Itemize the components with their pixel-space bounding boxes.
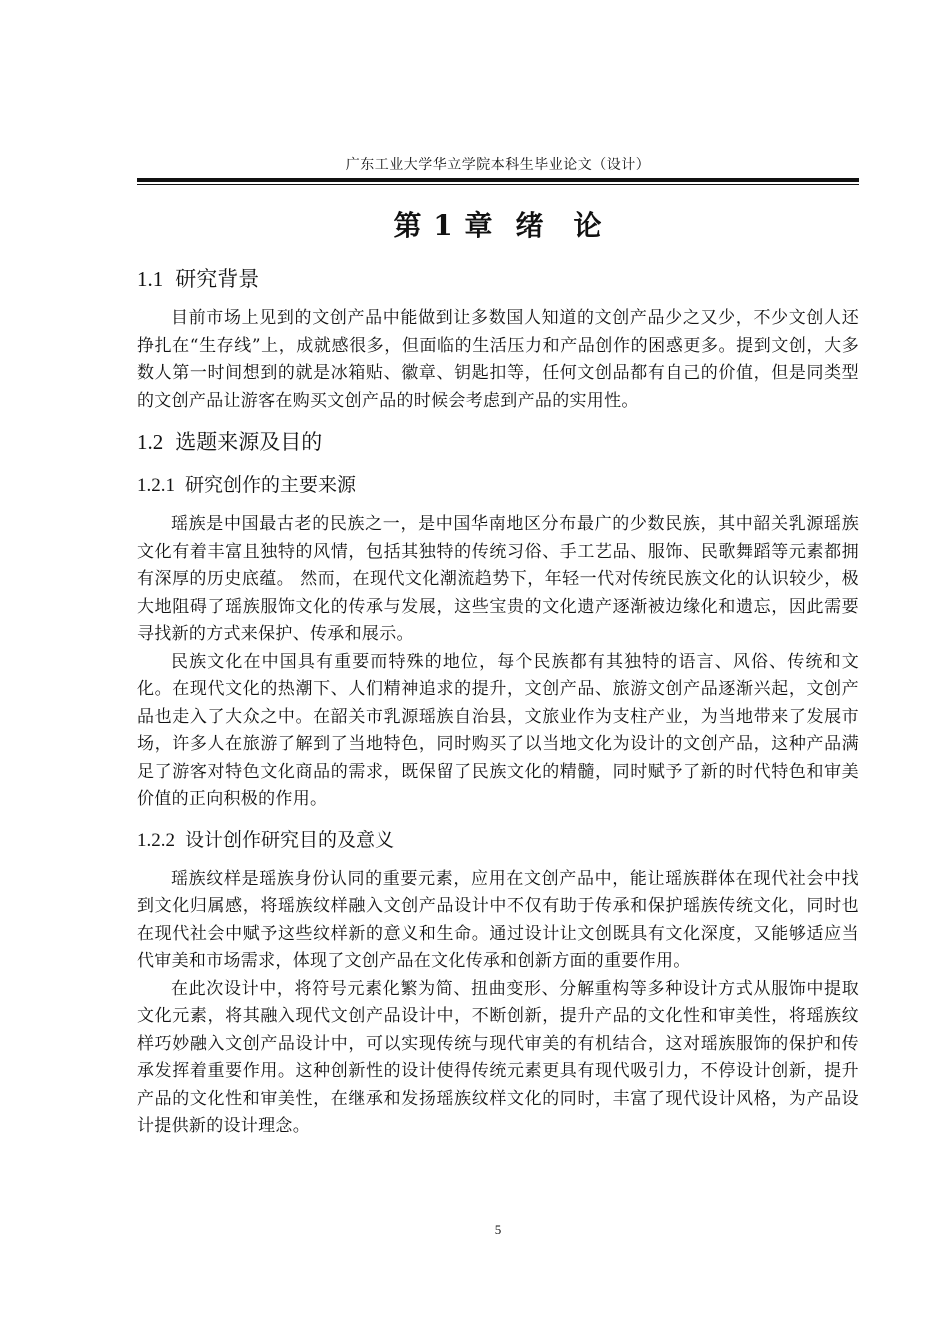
running-header: 广东工业大学华立学院本科生毕业论文（设计） <box>345 157 651 173</box>
header-rule-thick <box>137 178 859 182</box>
body-content <box>137 262 859 1141</box>
subsection-heading-1-2-2: 1.2.2 设计创作研究目的及意义 <box>137 828 395 851</box>
page-number: 5 <box>494 1222 502 1237</box>
chapter-name: 绪 论 <box>515 209 603 242</box>
chapter-label: 第 1 章 <box>393 209 494 242</box>
paragraph-1-2-1-a: 瑶族是中国最古老的民族之一，是中国华南地区分布最广的少数民族，其中韶关乳源瑶族文化有着丰富且独特的风情，包括其独特的传统习俗、手工艺品、服饰、民歌舞蹈等元素都拥有深厚的历史底蕴。 然而，在现代文化潮流趋势下，年轻一代对传统民族文化的认识较少，极大地阻碍了瑶族服饰文化的传承与发展，这些宝贵的文化遗产逐渐被边缘化和遗忘，因此需要寻找新的方式来保护、传承和展示。 <box>137 514 859 644</box>
paragraph-1-2-2-a: 瑶族纹样是瑶族身份认同的重要元素，应用在文创产品中，能让瑶族群体在现代社会中找到文化归属感，将瑶族纹样融入文创产品设计中不仅有助于传承和保护瑶族传统文化，同时也在现代社会中赋予这些纹样新的意义和生命。通过设计让文创既具有文化深度，又能够适应当代审美和市场需求，体现了文创产品在文化传承和创新方面的重要作用。 <box>137 868 859 971</box>
section-heading-1-1: 1.1 研究背景 <box>137 267 260 291</box>
paragraph-1-2-2-b: 在此次设计中，将符号元素化繁为简、扭曲变形、分解重构等多种设计方式从服饰中提取文化元素，将其融入现代文创产品设计中，不断创新，提升产品的文化性和审美性，将瑶族纹样巧妙融入文创产品设计中，可以实现传统与现代审美的有机结合，这对瑶族服饰的保护和传承发挥着重要作用。这种创新性的设计使得传统元素更具有现代吸引力，不停设计创新，提升产品的文化性和审美性，在继承和发扬瑶族纹样文化的同时，丰富了现代设计风格，为产品设计提供新的设计理念。 <box>137 978 859 1136</box>
paragraph-1-1-a: 目前市场上见到的文创产品中能做到让多数国人知道的文创产品少之又少，不少文创人还挣扎在“生存线”上，成就感很多，但面临的生活压力和产品创作的困惑更多。提到文创，大多数人第一时间想到的就是冰箱贴、徽章、钥匙扣等，任何文创品都有自己的价值，但是同类型的文创产品让游客在购买文创产品的时候会考虑到产品的实用性。 <box>137 308 859 411</box>
header-rule-thin <box>137 184 859 185</box>
paragraph-1-2-1-b: 民族文化在中国具有重要而特殊的地位，每个民族都有其独特的语言、风俗、传统和文化。在现代文化的热潮下、人们精神追求的提升，文创产品、旅游文创产品逐渐兴起，文创产品也走入了大众之中。在韶关市乳源瑶族自治县，文旅业作为支柱产业，为当地带来了发展市场，许多人在旅游了解到了当地特色，同时购买了以当地文化为设计的文创产品，这种产品满足了游客对特色文化商品的需求，既保留了民族文化的精髓，同时赋予了新的时代特色和审美价值的正向积极的作用。 <box>137 651 859 809</box>
section-heading-1-2: 1.2 选题来源及目的 <box>137 430 323 454</box>
subsection-heading-1-2-1: 1.2.1 研究创作的主要来源 <box>137 474 357 496</box>
chapter-title <box>137 204 859 244</box>
